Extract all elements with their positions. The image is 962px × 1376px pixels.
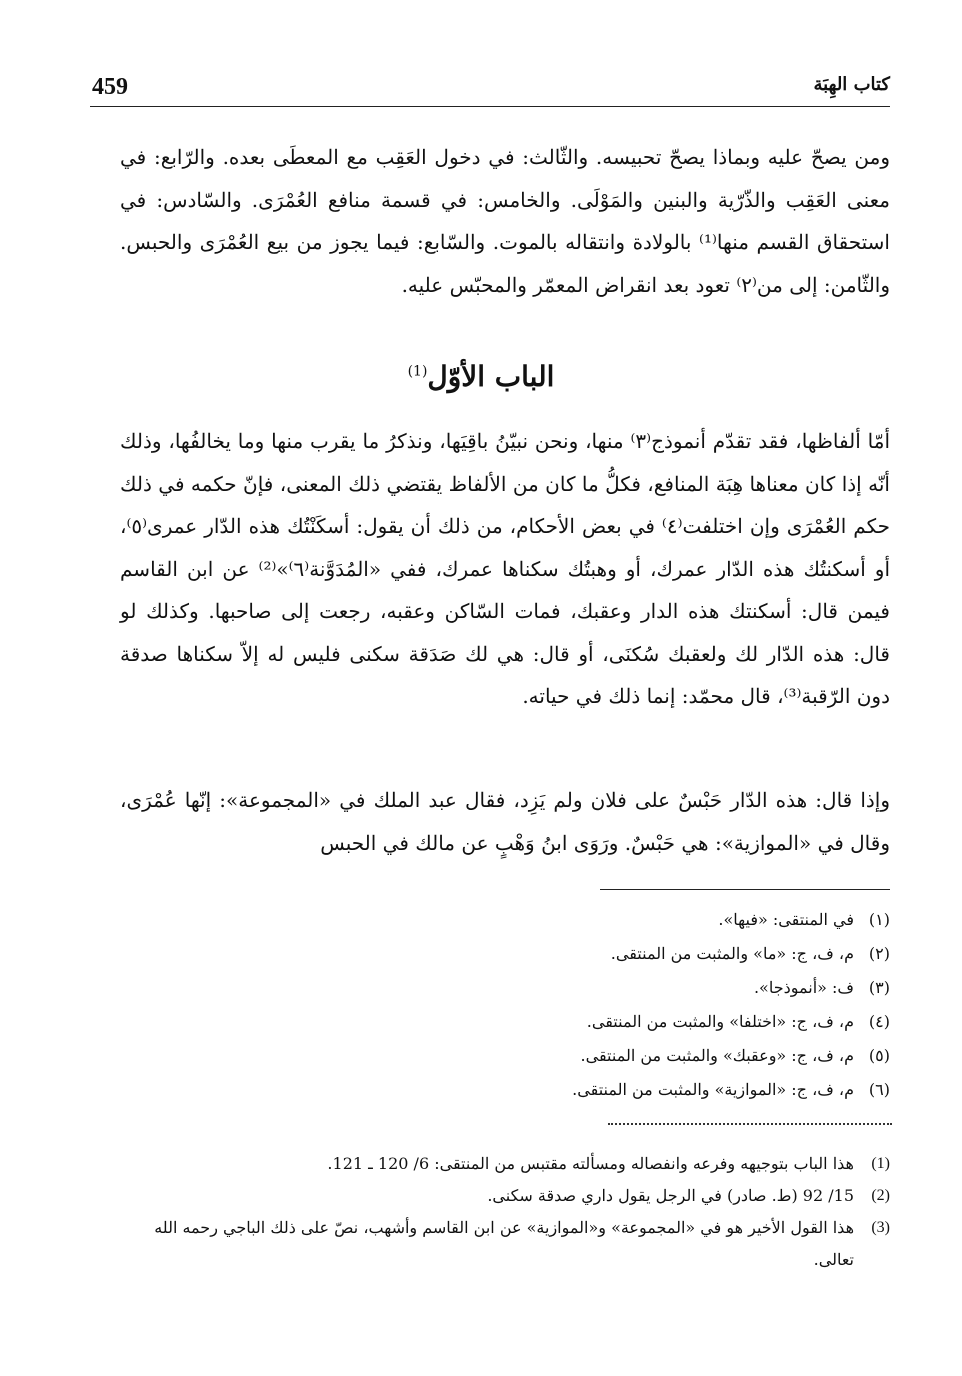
footnote-number: (٣) [868, 978, 890, 997]
footnote-item [110, 1180, 890, 1212]
footnote-number: (1) [871, 1155, 890, 1172]
page-number: 459 [92, 74, 128, 100]
footnote-divider [600, 889, 890, 890]
footnote-text: م، ف، ج: «الموازية» والمثبت من المنتقى. [572, 1080, 854, 1099]
chapter-title: الباب الأوّل [427, 360, 555, 393]
footnote-item [110, 1148, 890, 1180]
footnote-item [110, 1039, 890, 1073]
footnote-number: (٦) [868, 1080, 890, 1099]
body-paragraph-2 [120, 779, 890, 864]
body-paragraph-1 [120, 420, 890, 718]
footnote-text: م، ف، ج: «اختلفا» والمثبت من المنتقى. [586, 1012, 854, 1031]
paragraph-1-text: أمّا ألفاظها، فقد تقدّم أنموذج⁽٣⁾ منها، ونحن نبيّنُ باقِيَها، ونذكرُ ما يقرب منها وما يخالفُها، وذلك أنّه إذا كان معناها هِبَة المنافع، فكلُّ ما كان من الألفاظ يقتضي ذلك المعنى، فإنّ حكمه في ذلك حكم العُمْرَى وإن اختلفت⁽٤⁾ في بعض الأحكام، من ذلك أن يقول: أسكَنْتُك هذه الدّار عمرى⁽٥⁾، أو أسكنتُك هذه الدّار عمرك، أو وهبتُك سكناها عمرك، ففي «المُدَوَّنة⁽٦⁾»⁽²⁾ عن ابن القاسم فيمن قال: أسكنتك هذه الدار وعقبك، فمات السّاكن وعقبه، رجعت إلى صاحبها. وكذلك لو قال: هذه الدّار لك ولعقبك سُكنَى، أو قال: هي لك صَدَقة سكنى فليس له إلاّ سكناها صدقة دون الرّقبة⁽³⁾، قال محمّد: إنما ذلك في حياته. [120, 429, 891, 708]
footnote-text: م، ف، ج: «وعقبك» والمثبت من المنتقى. [580, 1046, 854, 1065]
footnote-dotted-divider [608, 1123, 892, 1125]
footnote-item [110, 971, 890, 1005]
running-head-title: كتاب الهِبَة [813, 74, 890, 95]
page-header [90, 74, 890, 107]
footnote-number: (٤) [868, 1012, 890, 1031]
footnote-item [110, 937, 890, 971]
editor-footnotes [110, 1148, 890, 1276]
paragraph-2-text: وإذا قال: هذه الدّار حَبْسٌ على فلان ولم يَزِد، فقال عبد الملك في «المجموعة»: إنّها عُمْرَى، وقال في «الموازية»: هي حَبْسٌ. ورَوَى ابنُ وَهْبٍ عن مالك في الحبس [120, 788, 890, 855]
footnote-number: (3) [871, 1219, 890, 1236]
footnote-item [110, 903, 890, 937]
intro-paragraph [120, 136, 890, 306]
footnote-number: (١) [868, 910, 890, 929]
manuscript-footnotes [110, 903, 890, 1107]
footnote-text: م، ف، ج: «ما» والمثبت من المنتقى. [610, 944, 854, 963]
footnote-number: (٢) [868, 944, 890, 963]
intro-text: ومن يصحّ عليه وبماذا يصحّ تحبيسه. والثّالث: في دخول العَقِب مع المعطَى بعده. والرّابع: في معنى العَقِب والذّرّية والبنين والمَوْلَى. والخامس: في قسمة منافع العُمْرَى. والسّادس: في استحقاق القسم منها⁽¹⁾ بالولادة وانتقاله بالموت. والسّابع: فيما يجوز من بيع العُمْرَى والحبس. والثّامن: إلى من⁽٢⁾ تعود بعد انقراض المعمّر والمحبّس عليه. [120, 145, 890, 297]
footnote-text: 15/ 92 (ط. صادر) في الرجل يقول داري صدقة سكنى. [487, 1186, 854, 1205]
footnote-text: هذا الباب بتوجيهه وفرعه وانفصاله ومسألته مقتبس من المنتقى: 6/ 120 ـ 121. [327, 1154, 854, 1173]
footnote-number: (2) [871, 1187, 890, 1204]
footnote-text: هذا القول الأخير هو في «المجموعة» و«الموازية» عن ابن القاسم وأشهب، نصّ على ذلك الباجي رحمه الله تعالى. [154, 1218, 854, 1269]
footnote-item [110, 1212, 890, 1276]
footnote-text: في المنتقى: «فيها». [718, 910, 854, 929]
footnote-item [110, 1073, 890, 1107]
chapter-note-ref: (1) [407, 363, 428, 380]
footnote-text: ف: «أنموذجا». [753, 978, 854, 997]
chapter-heading [0, 360, 962, 393]
footnote-item [110, 1005, 890, 1039]
footnote-number: (٥) [868, 1046, 890, 1065]
